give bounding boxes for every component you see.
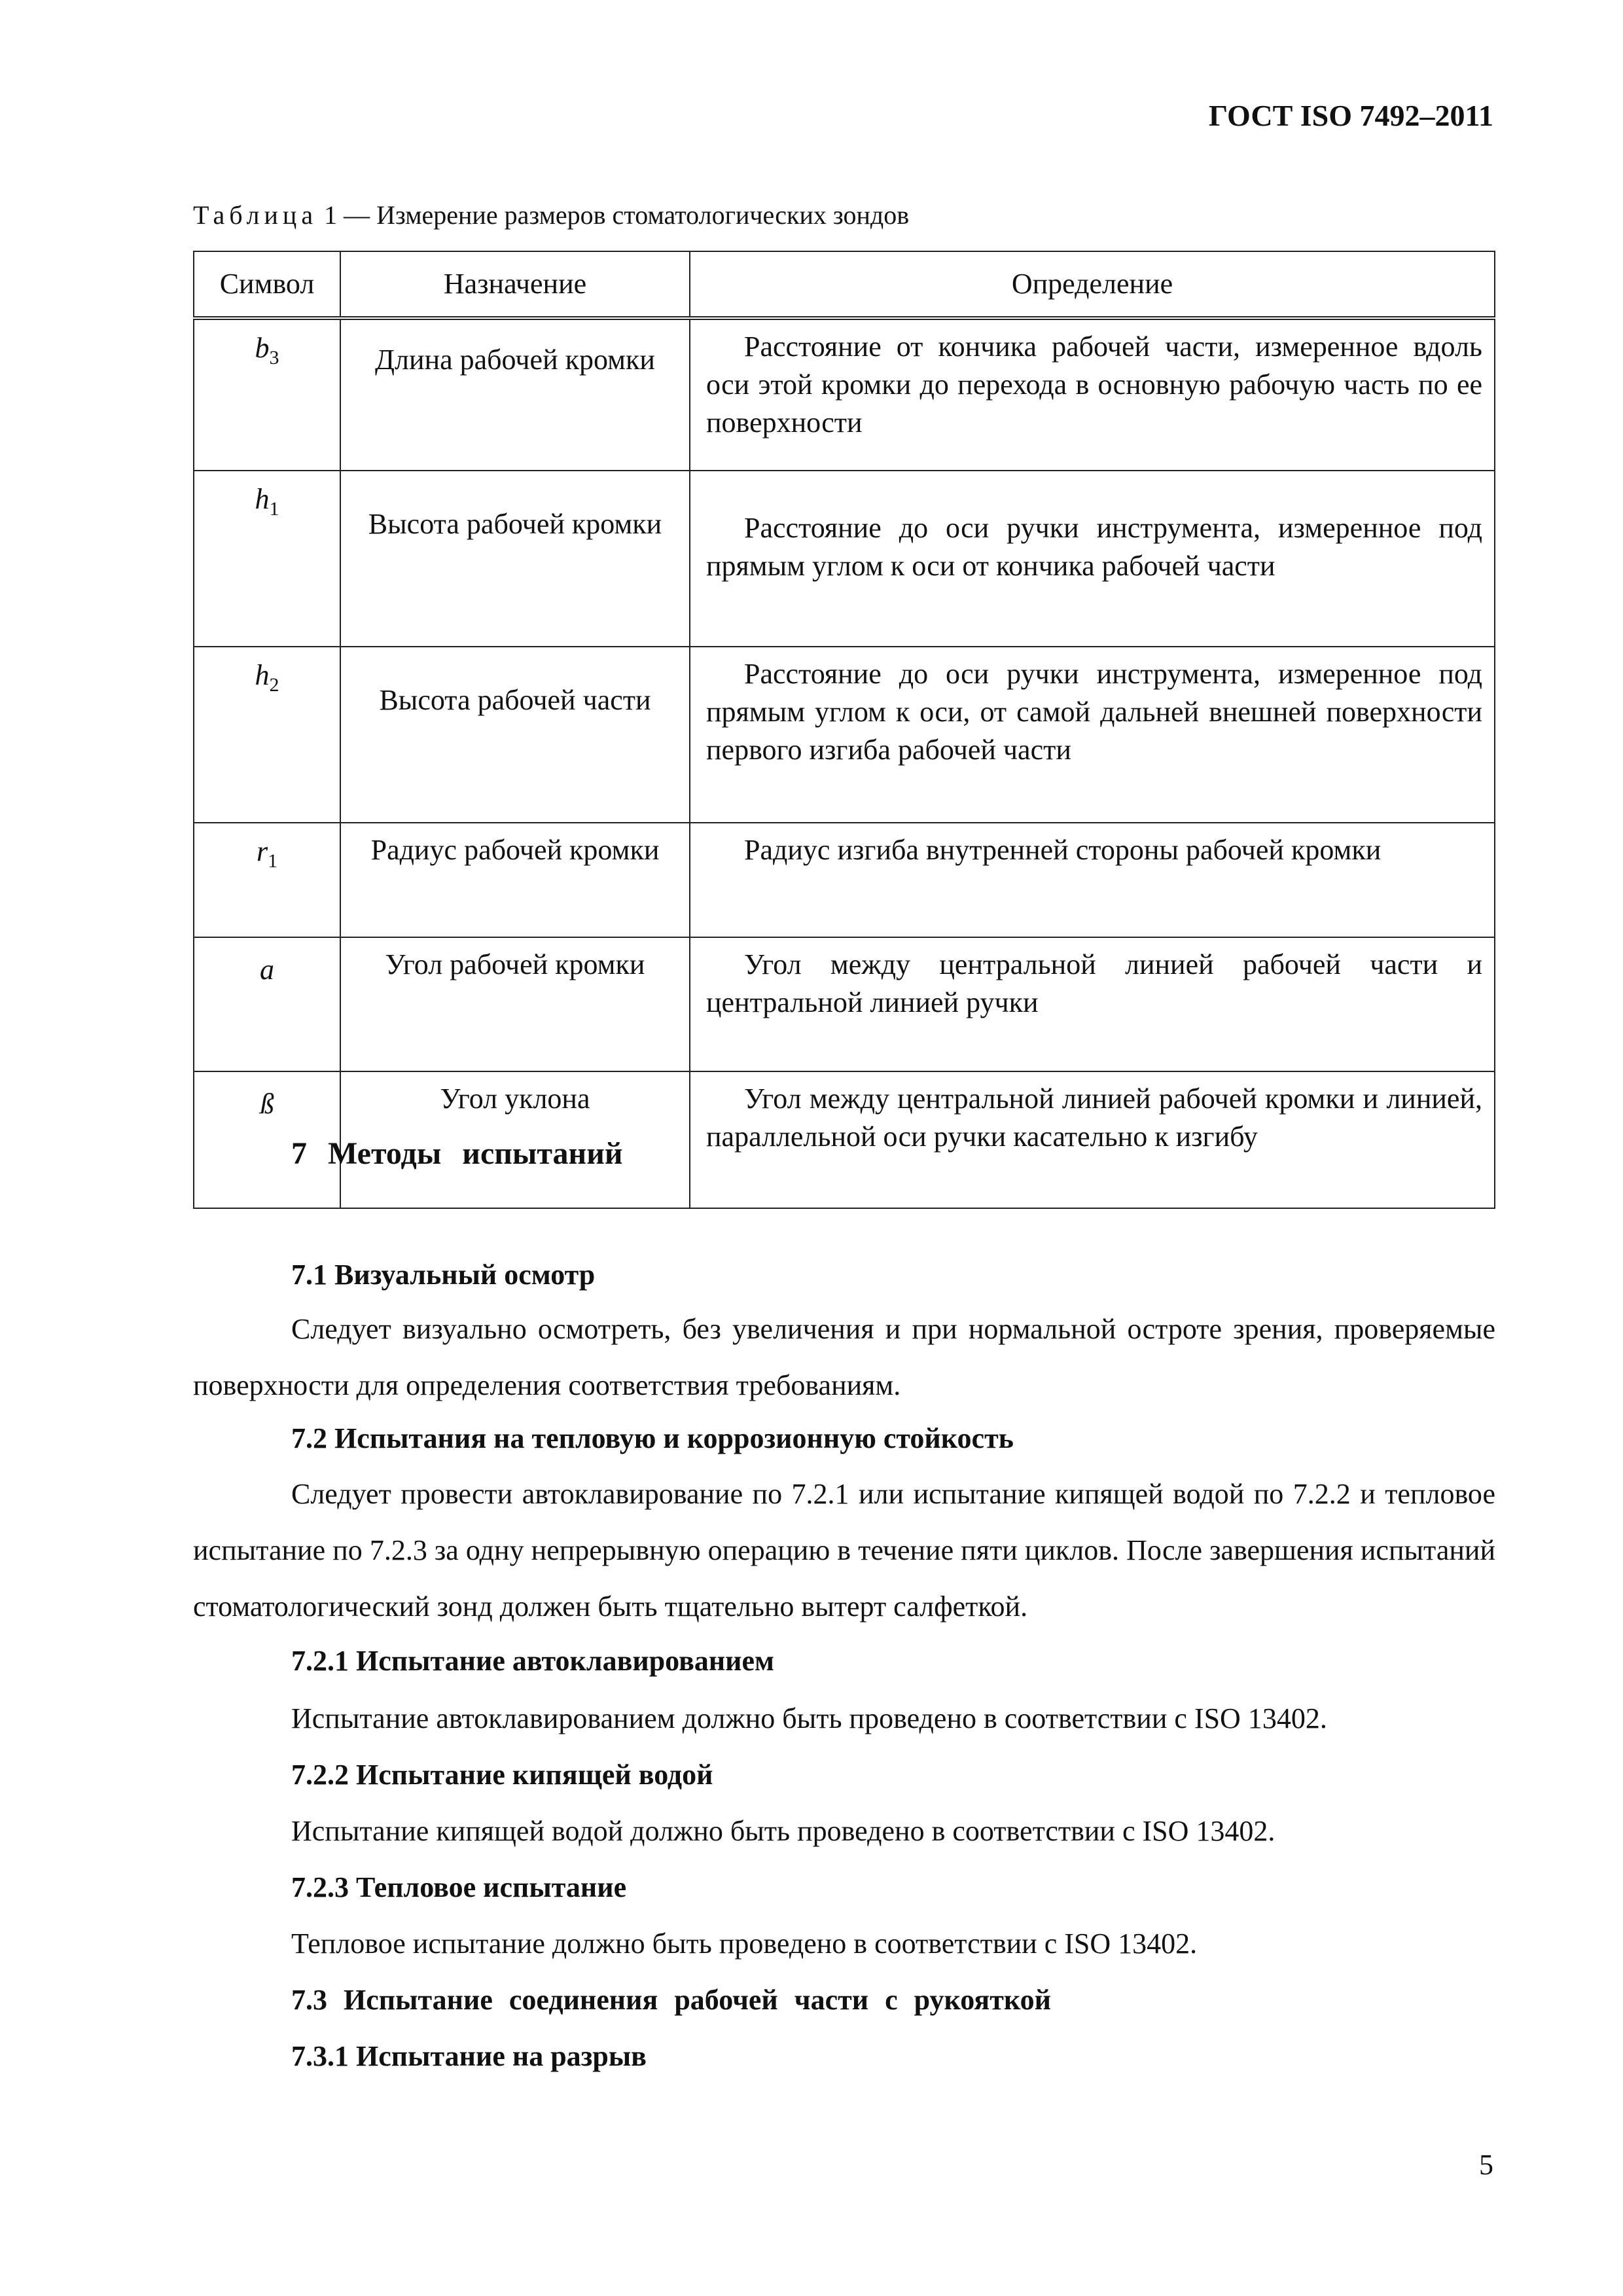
purpose-cell: Угол рабочей кромки bbox=[340, 937, 690, 1071]
section-7-2-3-heading: 7.2.3 Тепловое испытание bbox=[291, 1871, 627, 1903]
section-7-2-3-text: Тепловое испытание должно быть проведено в соответствии с ISO 13402. bbox=[291, 1928, 1198, 1960]
symbol-cell bbox=[194, 318, 340, 471]
symbol: h bbox=[255, 483, 270, 515]
symbol-subscript: 1 bbox=[269, 497, 279, 520]
definition-cell bbox=[690, 937, 1495, 1071]
definition-text: Расстояние от кончика рабочей части, измеренное вдоль оси этой кромки до перехода в основную рабочую часть по ее поверхности bbox=[706, 331, 1482, 439]
section-7-3-1-heading: 7.3.1 Испытание на разрыв bbox=[291, 2040, 647, 2072]
table-row bbox=[194, 937, 1495, 1071]
table-row bbox=[194, 318, 1495, 471]
purpose-cell: Угол уклона bbox=[340, 1071, 690, 1208]
symbol-subscript: 1 bbox=[268, 850, 278, 872]
section-7-1-text: Следует визуально осмотреть, без увеличения и при нормальной остроте зрения, проверяемые поверхности для определения соответствия требованиям. bbox=[193, 1313, 1495, 1401]
table-header-row bbox=[194, 251, 1495, 318]
symbol: r bbox=[256, 835, 268, 867]
column-header-definition: Определение bbox=[690, 251, 1495, 318]
symbol: a bbox=[260, 954, 274, 986]
dimensions-table bbox=[193, 251, 1495, 1209]
table-row bbox=[194, 823, 1495, 937]
purpose-cell: Высота рабочей части bbox=[340, 647, 690, 823]
definition-cell bbox=[690, 318, 1495, 471]
table-row bbox=[194, 647, 1495, 823]
definition-cell bbox=[690, 1071, 1495, 1208]
symbol-cell bbox=[194, 647, 340, 823]
definition-cell bbox=[690, 823, 1495, 937]
symbol: h bbox=[255, 659, 270, 691]
section-7-2-text: Следует провести автоклавирование по 7.2.1 или испытание кипящей водой по 7.2.2 и тепловое испытание по 7.2.3 за одну непрерывную операцию в течение пяти циклов. После завершения испытаний стоматологический зонд должен быть тщательно вытерт салфеткой. bbox=[193, 1478, 1495, 1623]
section-7-heading: 7 Методы испытаний bbox=[291, 1136, 623, 1171]
section-7-2-2-heading: 7.2.2 Испытание кипящей водой bbox=[291, 1759, 713, 1791]
section-7-2-1-heading: 7.2.1 Испытание автоклавированием bbox=[291, 1645, 775, 1677]
purpose-cell: Радиус рабочей кромки bbox=[340, 823, 690, 937]
page-number: 5 bbox=[1479, 2149, 1493, 2181]
column-header-symbol: Символ bbox=[194, 251, 340, 318]
purpose-cell: Длина рабочей кромки bbox=[340, 318, 690, 471]
section-7-2-2-text: Испытание кипящей водой должно быть проведено в соответствии с ISO 13402. bbox=[291, 1815, 1275, 1847]
definition-text: Расстояние до оси ручки инструмента, измеренное под прямым углом к оси, от самой дальней внешней поверхности первого изгиба рабочей части bbox=[706, 658, 1482, 766]
definition-text: Угол между центральной линией рабочей части и центральной линией ручки bbox=[706, 948, 1482, 1018]
definition-cell bbox=[690, 647, 1495, 823]
document-code: ГОСТ ISO 7492–2011 bbox=[1208, 99, 1493, 132]
definition-text: Радиус изгиба внутренней стороны рабочей кромки bbox=[744, 834, 1382, 866]
table-caption bbox=[193, 200, 909, 230]
definition-text: Расстояние до оси ручки инструмента, измеренное под прямым углом к оси от кончика рабочей части bbox=[706, 512, 1482, 582]
column-header-purpose: Назначение bbox=[340, 251, 690, 318]
table-row bbox=[194, 471, 1495, 647]
table-caption-label: Таблица bbox=[193, 200, 318, 230]
symbol: ß bbox=[260, 1088, 274, 1120]
symbol-subscript: 2 bbox=[269, 673, 279, 696]
symbol-cell bbox=[194, 823, 340, 937]
symbol-subscript: 3 bbox=[269, 346, 279, 368]
table-caption-number: 1 bbox=[324, 200, 338, 230]
definition-text: Угол между центральной линией рабочей кромки и линией, параллельной оси ручки касательно к изгибу bbox=[706, 1083, 1482, 1153]
section-7-2-1-text: Испытание автоклавированием должно быть проведено в соответствии с ISO 13402. bbox=[291, 1702, 1327, 1734]
definition-cell bbox=[690, 471, 1495, 647]
purpose-cell: Высота рабочей кромки bbox=[340, 471, 690, 647]
section-7-3-heading: 7.3 Испытание соединения рабочей части с рукояткой bbox=[291, 1984, 1051, 2016]
symbol-cell bbox=[194, 937, 340, 1071]
symbol-cell bbox=[194, 471, 340, 647]
symbol: b bbox=[255, 332, 270, 364]
section-7-1-heading: 7.1 Визуальный осмотр bbox=[291, 1259, 596, 1291]
table-caption-text: — Измерение размеров стоматологических зондов bbox=[344, 200, 910, 230]
section-7-2-heading: 7.2 Испытания на тепловую и коррозионную стойкость bbox=[291, 1422, 1014, 1454]
